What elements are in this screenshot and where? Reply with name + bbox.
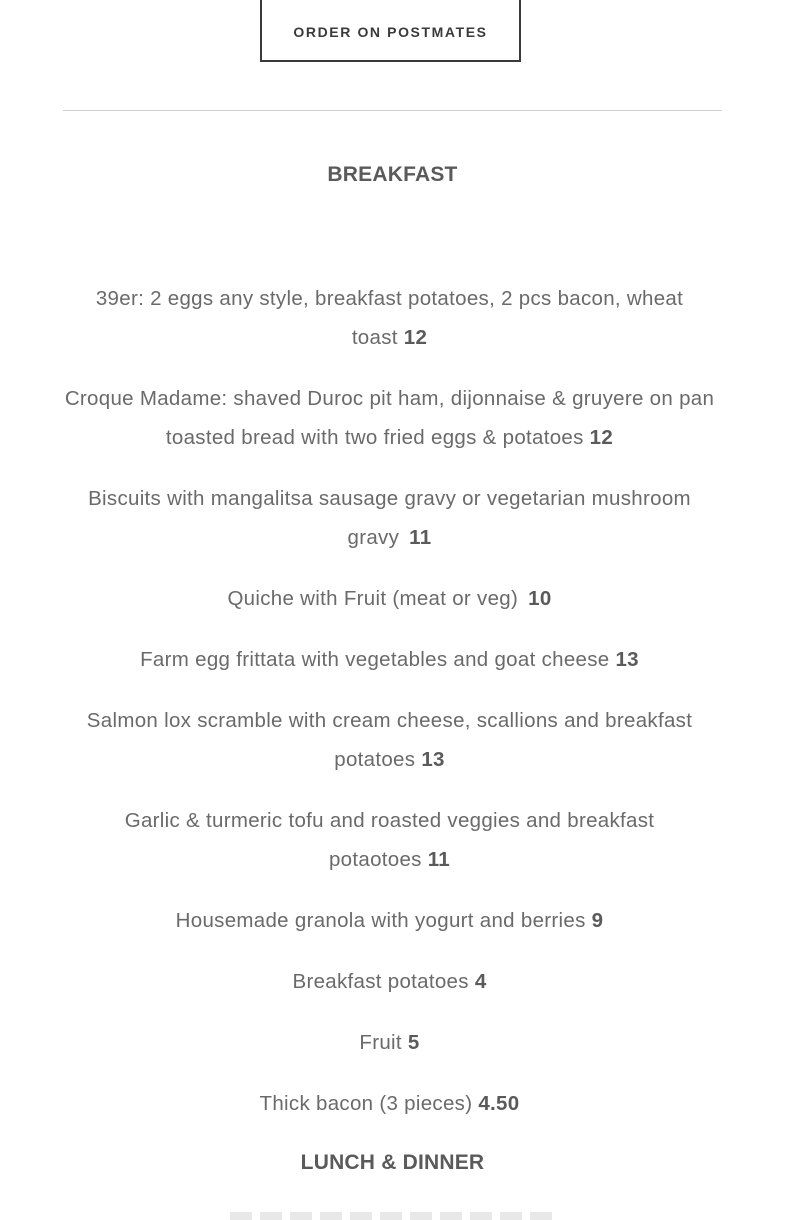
section-divider [63,110,722,111]
menu-item-description: Salmon lox scramble with cream cheese, scallions and breakfast potatoes [86,709,693,771]
menu-item-price: 13 [615,648,639,671]
menu-item-description: 39er: 2 eggs any style, breakfast potatoes, 2 pcs bacon, wheat toast [95,287,684,349]
menu-item-price: 9 [591,909,604,932]
order-on-postmates-button[interactable]: ORDER ON POSTMATES [260,0,521,62]
menu-item-description: Farm egg frittata with vegetables and goat cheese [140,648,610,671]
menu-item-description: Housemade granola with yogurt and berries [175,909,586,932]
menu-item-description: Garlic & turmeric tofu and roasted veggies and breakfast potaotoes [124,809,655,871]
menu-item-price: 10 [528,587,552,610]
breakfast-heading: BREAKFAST [327,163,458,186]
menu-item [63,801,716,879]
menu-item-description: Biscuits with mangalitsa sausage gravy or vegetarian mushroom gravy [88,487,691,549]
menu-item [63,1084,716,1123]
cut-off-text-fragment [230,1212,555,1220]
menu-item [63,479,716,557]
menu-item [63,962,716,1001]
lunch-dinner-heading: LUNCH & DINNER [300,1151,485,1174]
menu-item-description: Fruit [359,1031,402,1054]
menu-item-price: 4.50 [478,1092,520,1115]
menu-item [63,579,716,618]
menu-item-description: Breakfast potatoes [292,970,469,993]
breakfast-menu-list [63,279,716,1145]
menu-item [63,901,716,940]
menu-item-price: 4 [474,970,487,993]
menu-item [63,279,716,357]
menu-item-price: 11 [409,526,432,549]
menu-item-price: 13 [421,748,445,771]
menu-item-price: 11 [427,848,451,871]
menu-item-description: Croque Madame: shaved Duroc pit ham, dijonnaise & gruyere on pan toasted bread with two fried eggs & potatoes [64,387,715,449]
menu-item-description: Quiche with Fruit (meat or veg) [227,587,519,610]
menu-item [63,701,716,779]
menu-item-price: 5 [407,1031,420,1054]
menu-item [63,640,716,679]
menu-item [63,379,716,457]
menu-item-price: 12 [589,426,614,449]
menu-item [63,1023,716,1062]
menu-item-price: 12 [403,326,428,349]
menu-item-description: Thick bacon (3 pieces) [259,1092,473,1115]
